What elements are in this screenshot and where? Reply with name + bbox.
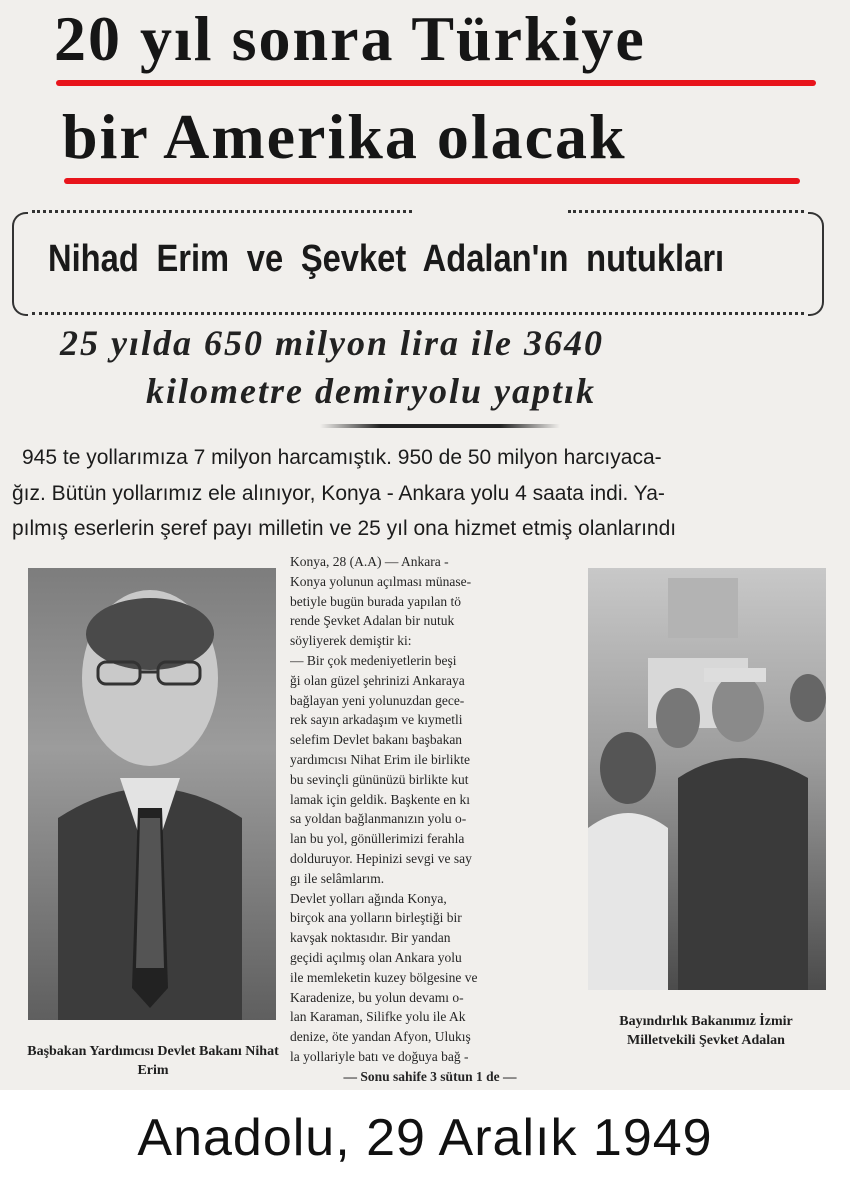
article-line: selefim Devlet bakanı başbakan — [290, 732, 463, 748]
article-line: yardımcısı Nihat Erim ile birlikte — [290, 751, 470, 767]
article-line: Konya, 28 (A.A) — Ankara - — [290, 554, 449, 569]
article-line: lamak için geldik. Başkente en kı — [290, 791, 470, 807]
article-line: rende Şevket Adalan bir nutuk — [290, 613, 455, 629]
lead-line-1: 945 te yollarımıza 7 milyon harcamıştık. 950 de 50 milyon harcıyaca- — [22, 446, 662, 469]
frame-top-dots-right — [568, 210, 804, 213]
article-line: rek sayın arkadaşım ve kıymetli — [290, 712, 463, 728]
frame-right-bracket — [808, 212, 824, 316]
italic-headline-line-1: 25 yılda 650 milyon lira ile 3640 — [60, 323, 604, 363]
subhead: Nihad Erim ve Şevket Adalan'ın nutukları — [48, 238, 725, 280]
article-line: sa yoldan bağlanmanızın yolu o- — [290, 811, 467, 827]
italic-headline-line-2: kilometre demiryolu yaptık — [146, 371, 596, 411]
article-line: bağlayan yeni yolunuzdan gece- — [290, 692, 465, 708]
group-photo — [588, 568, 826, 990]
article-line: lan bu yol, gönüllerimizi ferahla — [290, 831, 465, 847]
article-line: — Bir çok medeniyetlerin beşi — [290, 652, 457, 668]
article-line: betiyle bugün burada yapılan tö — [290, 593, 461, 609]
article-line: söyliyerek demiştir ki: — [290, 633, 412, 649]
article-line: bu sevinçli gününüzü birlikte kut — [290, 771, 469, 787]
article-line: gı ile selâmlarım. — [290, 870, 385, 886]
article-line: kavşak noktasıdır. Bir yandan — [290, 930, 451, 946]
headline-underline-1 — [56, 80, 816, 86]
group-photo-caption: Bayındırlık Bakanımız İzmir Milletvekili Şevket Adalan — [619, 1014, 793, 1048]
portrait-caption: Başbakan Yardımcısı Devlet Bakanı Nihat Erim — [27, 1044, 279, 1078]
frame-top-dots-left — [32, 210, 412, 213]
headline-line-1: 20 yıl sonra Türkiye — [54, 3, 646, 74]
article-line: Karadenize, bu yolun devamı o- — [290, 989, 464, 1005]
portrait-photo — [28, 568, 276, 1020]
article-line: dolduruyor. Hepinizi sevgi ve say — [290, 850, 472, 866]
article-line: denize, öte yandan Afyon, Ulukış — [290, 1029, 471, 1045]
article-line: Devlet yolları ağında Konya, — [290, 890, 447, 906]
headline-underline-2 — [64, 178, 800, 184]
frame-bottom-dots — [32, 312, 804, 315]
article-line: ği olan güzel şehrinizi Ankaraya — [290, 672, 465, 688]
article-line: — Sonu sahife 3 sütun 1 de — — [343, 1068, 517, 1084]
article-line: birçok ana yolların birleştiği bir — [290, 910, 462, 926]
article-line: lan Karaman, Silifke yolu ile Ak — [290, 1009, 466, 1025]
frame-left-bracket — [12, 212, 28, 316]
headline-line-2: bir Amerika olacak — [62, 101, 627, 172]
article-column — [290, 552, 570, 1087]
group-photo-illustration — [588, 568, 826, 990]
article-line: Konya yolunun açılması münase- — [290, 573, 472, 589]
lead-line-2: ğız. Bütün yollarımız ele alınıyor, Konya - Ankara yolu 4 saata indi. Ya- — [12, 482, 665, 505]
article-line: ile memleketin kuzey bölgesine ve — [290, 969, 478, 985]
portrait-photo-illustration — [28, 568, 276, 1020]
article-line: la yollariyle batı ve doğuya bağ - — [290, 1048, 469, 1064]
section-divider — [320, 424, 560, 428]
article-line: geçidi açılmış olan Ankara yolu — [290, 949, 462, 965]
source-caption: Anadolu, 29 Aralık 1949 — [137, 1109, 713, 1167]
lead-line-3: pılmış eserlerin şeref payı milletin ve 25 yıl ona hizmet etmiş olanlarındı — [12, 517, 677, 540]
